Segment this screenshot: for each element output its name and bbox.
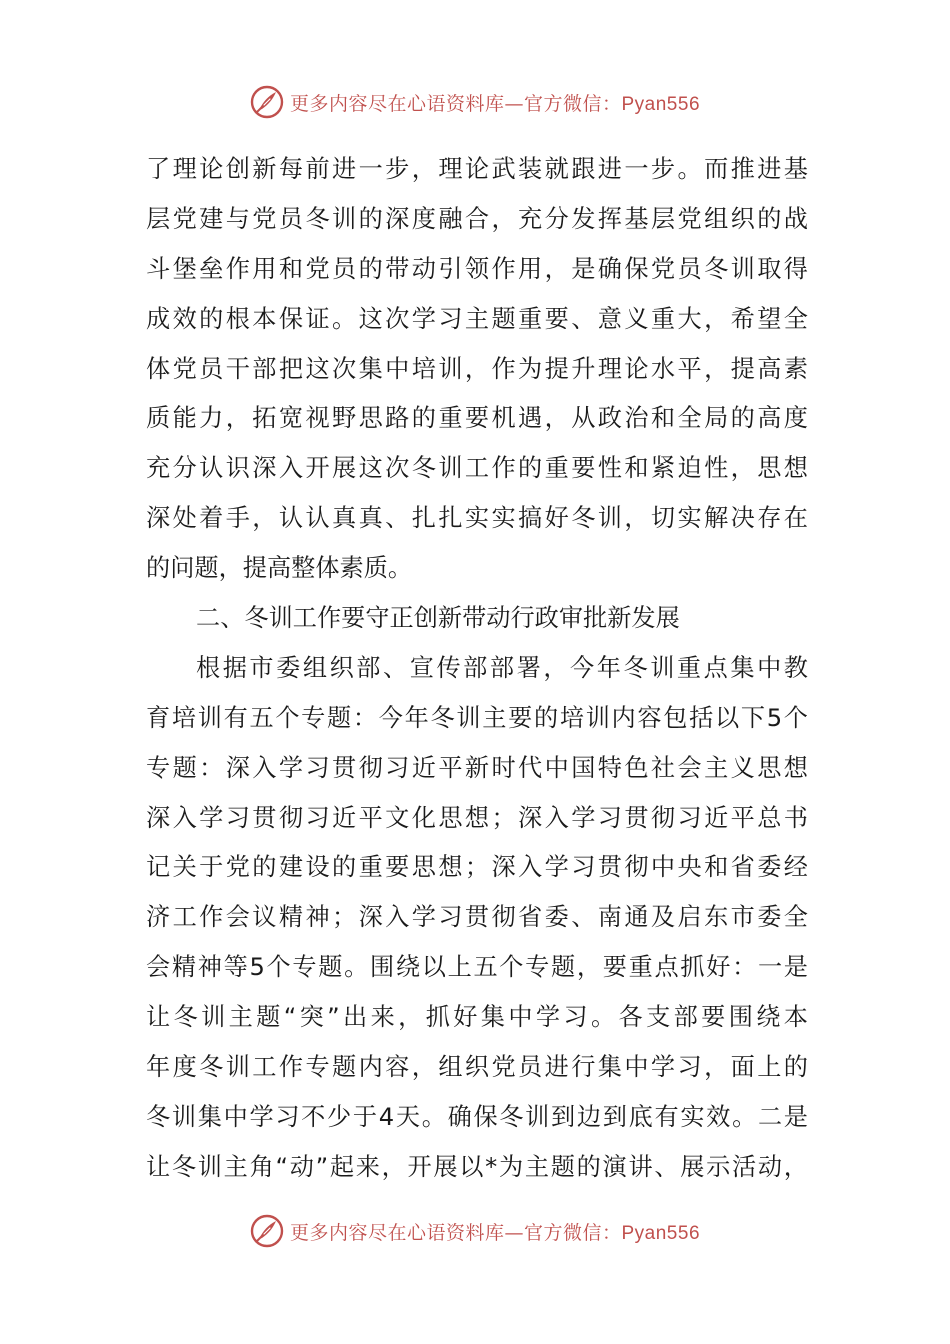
footer-site-name: 更多内容尽在心语资料库 <box>289 1221 505 1244</box>
header-site-name: 更多内容尽在心语资料库 <box>289 92 505 115</box>
body-line: 让冬训主题“突”出来，抓好集中学习。各支部要围绕本 <box>146 1003 808 1032</box>
footer-banner <box>0 1211 950 1251</box>
body-line: 层党建与党员冬训的深度融合，充分发挥基层党组织的战 <box>146 204 808 233</box>
body-line: 冬训集中学习不少于4天。确保冬训到边到底有实效。二是 <box>146 1102 808 1131</box>
body-line: 会精神等5个专题。围绕以上五个专题，要重点抓好：一是 <box>146 953 808 982</box>
header-banner-text <box>290 89 700 116</box>
body-line: 斗堡垒作用和党员的带动引领作用，是确保党员冬训取得 <box>146 254 808 283</box>
body-line: 记关于党的建设的重要思想；深入学习贯彻中央和省委经 <box>146 853 808 882</box>
body-line: 质能力，拓宽视野思路的重要机遇，从政治和全局的高度 <box>146 404 808 433</box>
body-line: 了理论创新每前进一步，理论武装就跟进一步。而推进基 <box>146 155 808 183</box>
feather-pen-logo-icon <box>250 85 284 119</box>
body-line: 济工作会议精神；深入学习贯彻省委、南通及启东市委全 <box>146 903 808 932</box>
body-line: 成效的根本保证。这次学习主题重要、意义重大，希望全 <box>146 304 808 333</box>
header-banner <box>0 82 950 122</box>
header-dash: — <box>504 92 524 115</box>
body-line: 年度冬训工作专题内容，组织党员进行集中学习，面上的 <box>146 1053 808 1082</box>
header-banner-inner <box>250 85 700 119</box>
body-line: 深入学习贯彻习近平文化思想；深入学习贯彻习近平总书 <box>146 803 808 832</box>
document-body <box>146 145 808 1193</box>
body-line: 育培训有五个专题：今年冬训主要的培训内容包括以下5个 <box>146 703 808 732</box>
footer-wechat-label: 官方微信： <box>523 1221 622 1244</box>
footer-dash: — <box>504 1221 524 1244</box>
body-line: 专题：深入学习贯彻习近平新时代中国特色社会主义思想 <box>146 753 808 782</box>
body-line: 让冬训主角“动”起来，开展以*为主题的演讲、展示活动， <box>146 1152 808 1181</box>
footer-wechat-id: Pyan556 <box>621 1222 701 1244</box>
body-line: 的问题，提高整体素质。 <box>146 554 413 583</box>
footer-banner-text <box>290 1218 700 1245</box>
body-line: 深处着手，认认真真、扎扎实实搞好冬训，切实解决存在 <box>146 504 808 533</box>
section-heading: 二、冬训工作要守正创新带动行政审批新发展 <box>196 604 680 633</box>
header-wechat-label: 官方微信： <box>523 92 622 115</box>
footer-banner-inner <box>250 1214 700 1248</box>
body-line: 根据市委组织部、宣传部部署，今年冬训重点集中教 <box>196 653 808 682</box>
body-line: 体党员干部把这次集中培训，作为提升理论水平，提高素 <box>146 354 808 383</box>
body-line: 充分认识深入开展这次冬训工作的重要性和紧迫性，思想 <box>146 454 808 483</box>
feather-pen-logo-icon <box>250 1214 284 1248</box>
header-wechat-id: Pyan556 <box>621 93 701 115</box>
